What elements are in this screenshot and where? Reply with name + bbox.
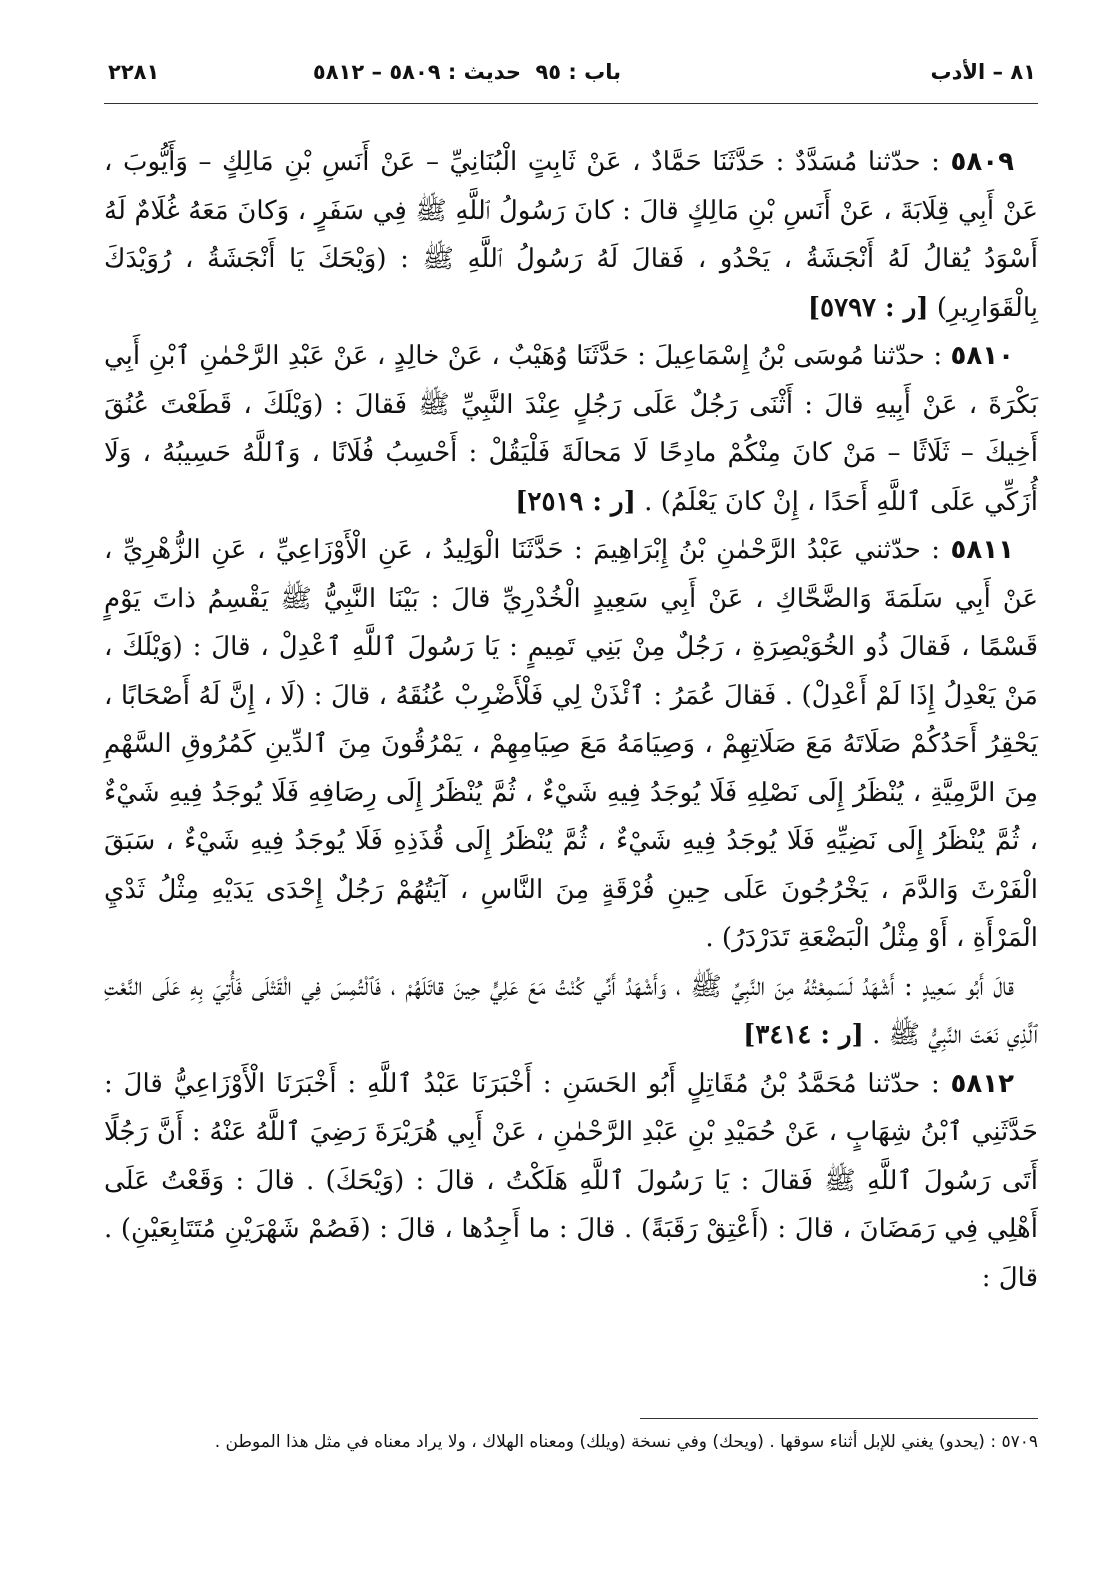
hadith-5811-continuation xyxy=(104,963,1038,1060)
hadith-number: ٥٨١١ xyxy=(950,535,1014,565)
hadith-5810 xyxy=(104,332,1038,526)
bab-number: باب : ٩٥ xyxy=(535,60,621,84)
hadith-5812 xyxy=(104,1060,1038,1303)
hadith-text: : حدّثنا مُسَدَّدٌ : حَدَّثَنَا حَمَّادٌ ، عَنْ ثَابِتٍ الْبُنَانِيِّ – عَنْ أَنَسِ بْنِ مَالِكٍ – وَأَيُّوبَ ، عَنْ أَبِي قِلَابَةَ ، عَنْ أَنَسِ بْنِ مَالِكٍ قالَ : كانَ رَسُولُ ٱللَّهِ ﷺ فِي سَفَرٍ ، وَكانَ مَعَهُ غُلَامٌ لَهُ أَسْوَدُ يُقالُ لَهُ أَنْجَشَةُ ، يَحْدُو ، فَقالَ لَهُ رَسُولُ ٱللَّهِ ﷺ : (وَيْحَكَ يَا أَنْجَشَةُ ، رُوَيْدَكَ بِالْقَوَارِيرِ) xyxy=(104,147,1038,323)
hadith-5811 xyxy=(104,526,1038,963)
hadith-5809 xyxy=(104,138,1038,332)
page-number: ٢٢٨١ xyxy=(108,60,160,84)
hadith-text: : حدّثنا مُوسَى بْنُ إِسْمَاعِيلَ : حَدَّثَنَا وُهَيْبٌ ، عَنْ خالِدٍ ، عَنْ عَبْدِ الرَّحْمٰنِ ٱبْنِ أَبِي بَكْرَةَ ، عَنْ أَبِيهِ قالَ : أَثْنَى رَجُلٌ عَلَى رَجُلٍ عِنْدَ النَّبِيِّ ﷺ فَقالَ : (وَيْلَكَ ، قَطَعْتَ عُنُقَ أَخِيكَ – ثَلَاثًا – مَنْ كانَ مِنْكُمْ مادِحًا لَا مَحالَةَ فَلْيَقُلْ : أَحْسِبُ فُلَانًا ، وَٱللَّهُ حَسِيبُهُ ، وَلَا أُزَكِّي عَلَى ٱللَّهِ أَحَدًا ، إِنْ كانَ يَعْلَمُ) . xyxy=(104,341,1038,517)
hadith-number: ٥٨٠٩ xyxy=(950,147,1014,177)
hadith-text: : حدّثني عَبْدُ الرَّحْمٰنِ بْنُ إِبْرَاهِيمَ : حَدَّثَنَا الْوَلِيدُ ، عَنِ الْأَوْزَاعِيِّ ، عَنِ الزُّهْرِيِّ ، عَنْ أَبِي سَلَمَةَ وَالضَّحَّاكِ ، عَنْ أَبِي سَعِيدٍ الْخُدْرِيِّ قالَ : بَيْنَا النَّبِيُّ ﷺ يَقْسِمُ ذاتَ يَوْمٍ قَسْمًا ، فَقالَ ذُو الخُوَيْصِرَةِ ، رَجُلٌ مِنْ بَنِي تَمِيمٍ : يَا رَسُولَ ٱللَّهِ ٱعْدِلْ ، قالَ : (وَيْلَكَ ، مَنْ يَعْدِلُ إِذَا لَمْ أَعْدِلْ) . فَقالَ عُمَرُ : ٱئْذَنْ لِي فَلْأَضْرِبْ عُنُقَهُ ، قالَ : (لَا ، إِنَّ لَهُ أَصْحَابًا ، يَحْقِرُ أَحَدُكُمْ صَلَاتَهُ مَعَ صَلَاتِهِمْ ، وَصِيَامَهُ مَعَ صِيَامِهِمْ ، يَمْرُقُونَ مِنَ ٱلدِّينِ كَمُرُوقِ السَّهْمِ مِنَ الرَّمِيَّةِ ، يُنْظَرُ إِلَى نَصْلِهِ فَلَا يُوجَدُ فِيهِ شَيْءٌ ، ثُمَّ يُنْظَرُ إِلَى رِصَافِهِ فَلَا يُوجَدُ فِيهِ شَيْءٌ ، ثُمَّ يُنْظَرُ إِلَى نَضِيِّهِ فَلَا يُوجَدُ فِيهِ شَيْءٌ ، ثُمَّ يُنْظَرُ إِلَى قُذَذِهِ فَلَا يُوجَدُ فِيهِ شَيْءٌ ، سَبَقَ الْفَرْثَ وَالدَّمَ ، يَخْرُجُونَ عَلَى حِينِ فُرْقَةٍ مِنَ النَّاسِ ، آيَتُهُمْ رَجُلٌ إِحْدَى يَدَيْهِ مِثْلُ ثَدْيِ الْمَرْأَةِ ، أَوْ مِثْلُ الْبَضْعَةِ تَدَرْدَرُ) . xyxy=(104,535,1038,953)
hadith-text: : حدّثنا مُحَمَّدُ بْنُ مُقَاتِلٍ أَبُو الحَسَنِ : أَخْبَرَنَا عَبْدُ ٱللَّهِ : أَخْبَرَنَا الْأَوْزَاعِيُّ قالَ : حَدَّثَنِي ٱبْنُ شِهَابٍ ، عَنْ حُمَيْدِ بْنِ عَبْدِ الرَّحْمٰنِ ، عَنْ أَبِي هُرَيْرَةَ رَضِيَ ٱللَّهُ عَنْهُ : أَنَّ رَجُلًا أَتَى رَسُولَ ٱللَّهِ ﷺ فَقالَ : يَا رَسُولَ ٱللَّهِ هَلَكْتُ ، قالَ : (وَيْحَكَ) . قالَ : وَقَعْتُ عَلَى أَهْلِي فِي رَمَضَانَ ، قالَ : (أَعْتِقْ رَقَبَةً) . قالَ : ما أَجِدُها ، قالَ : (فَصُمْ شَهْرَيْنِ مُتَتَابِعَيْنِ) . قالَ : xyxy=(104,1068,1038,1293)
hadith-text: قالَ أَبُو سَعِيدٍ : أَشْهَدُ لَسَمِعْتُهُ مِنَ النَّبِيِّ ﷺ ، وَأَشْهَدُ أَنِّي كُنْتُ مَعَ عَلِيٍّ حِينَ قاتَلَهُمْ ، فَٱلْتُمِسَ فِي الْقَتْلَى فَأُتِيَ بِهِ عَلَى النَّعْتِ ٱلَّذِي نَعَتَ النَّبِيُّ ﷺ . xyxy=(104,971,1038,1050)
hadith-number: ٥٨١٢ xyxy=(950,1068,1014,1099)
cross-reference: [ر : ٣٤١٤] xyxy=(743,1020,864,1050)
hadith-range: حديث : ٥٨٠٩ – ٥٨١٢ xyxy=(312,60,521,84)
main-text xyxy=(104,138,1038,1302)
cross-reference: [ر : ٥٧٩٧] xyxy=(807,292,929,323)
footnote-divider xyxy=(640,1418,1038,1419)
hadith-number: ٥٨١٠ xyxy=(950,341,1014,371)
footnote: ٥٧٠٩ : (يحدو) يغني للإبل أثناء سوقها . (ويحك) وفي نسخة (ويلك) ومعناه الهلاك ، ولا يراد معناه في مثل هذا الموطن . xyxy=(214,1432,1038,1452)
chapter-title: ٨١ – الأدب xyxy=(930,60,1036,84)
running-header xyxy=(108,55,1036,89)
header-divider xyxy=(104,103,1038,104)
cross-reference: [ر : ٢٥١٩] xyxy=(515,486,636,517)
